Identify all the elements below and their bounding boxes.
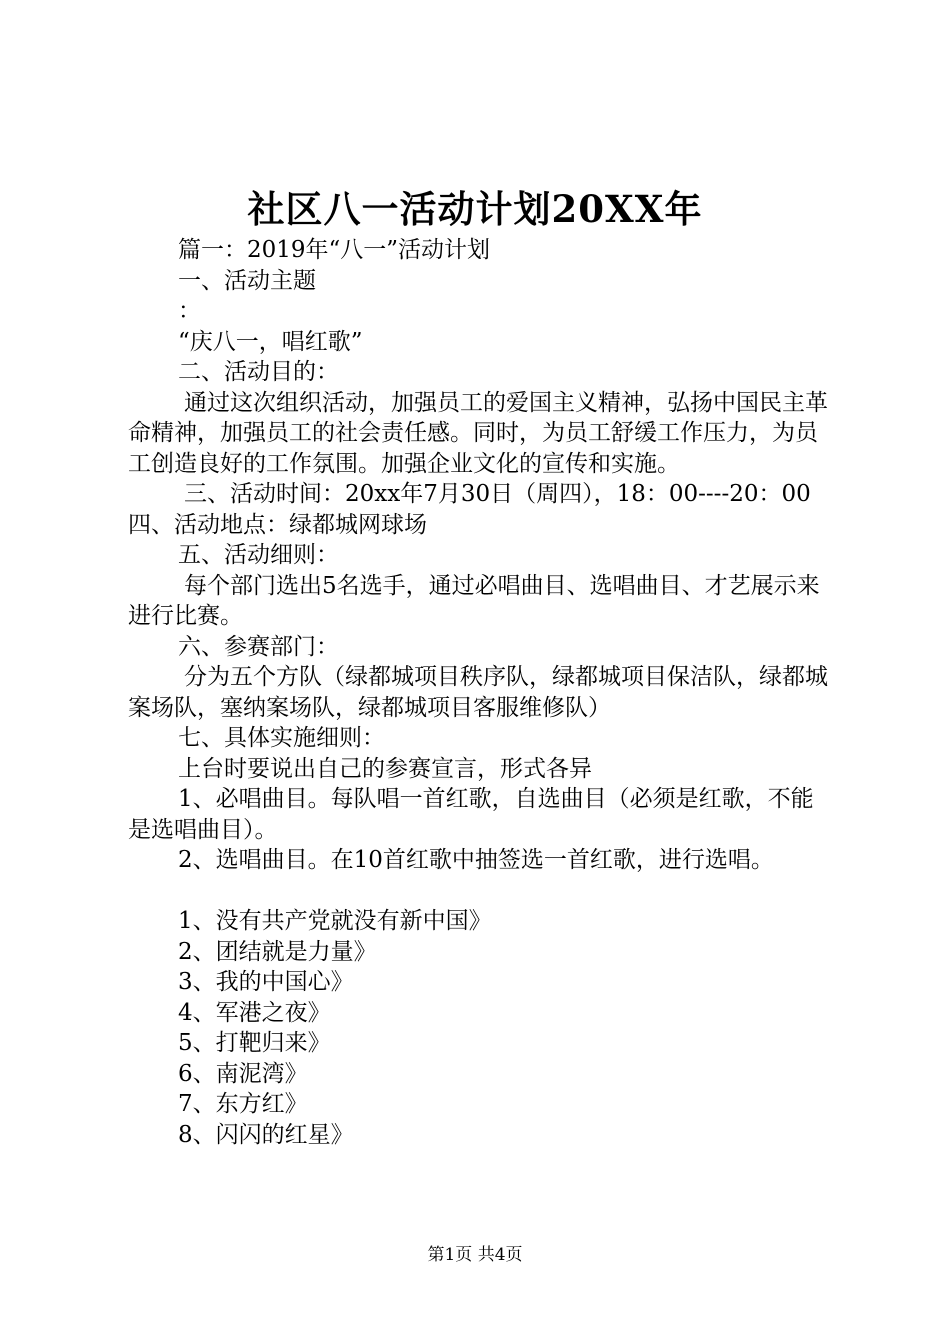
- section-heading: 六、参赛部门：: [178, 633, 339, 660]
- section-heading: 一、活动主题: [178, 267, 316, 294]
- list-item: 2、团结就是力量》: [178, 938, 377, 965]
- blank-line: [128, 876, 834, 907]
- paragraph: 三、活动时间：20xx年7月30日（周四），18：00----20：00四、活动地点：绿都城网球场: [128, 481, 811, 538]
- document-title: 社区八一活动计划20XX年: [247, 187, 703, 231]
- section-heading: 篇一：2019年“八一”活动计划: [178, 237, 491, 263]
- list-item: 3、我的中国心》: [178, 969, 354, 995]
- paragraph: “庆八一，唱红歌”: [178, 328, 363, 355]
- section-heading: 二、活动目的：: [178, 359, 339, 385]
- paragraph: ：: [178, 298, 201, 324]
- section-heading: 七、具体实施细则：: [178, 725, 385, 751]
- list-item: 6、南泥湾》: [178, 1060, 308, 1087]
- paragraph: 通过这次组织活动，加强员工的爱国主义精神，弘扬中国民主革命精神，加强员工的社会责任感。同时，为员工舒缓工作压力，为员工创造良好的工作氛围。加强企业文化的宣传和实施。: [128, 389, 828, 477]
- page-footer: 第1页 共4页: [427, 1245, 523, 1265]
- section-heading: 五、活动细则：: [178, 542, 339, 568]
- paragraph: 2、选唱曲目。在10首红歌中抽签选一首红歌，进行选唱。: [178, 847, 774, 873]
- list-item: 1、没有共产党就没有新中国》: [178, 908, 492, 934]
- list-item: 5、打靶归来》: [178, 1030, 331, 1056]
- list-item: 7、东方红》: [178, 1091, 308, 1117]
- document-body: [128, 235, 834, 1150]
- list-item: 8、闪闪的红星》: [178, 1121, 354, 1148]
- paragraph: 每个部门选出5名选手，通过必唱曲目、选唱曲目、才艺展示来进行比赛。: [128, 572, 820, 629]
- paragraph: 分为五个方队（绿都城项目秩序队，绿都城项目保洁队，绿都城案场队，塞纳案场队，绿都城项目客服维修队）: [128, 664, 828, 721]
- paragraph: 上台时要说出自己的参赛宣言，形式各异: [178, 755, 592, 782]
- paragraph: 1、必唱曲目。每队唱一首红歌，自选曲目（必须是红歌，不能是选唱曲目）。: [128, 786, 814, 843]
- list-item: 4、军港之夜》: [178, 999, 331, 1026]
